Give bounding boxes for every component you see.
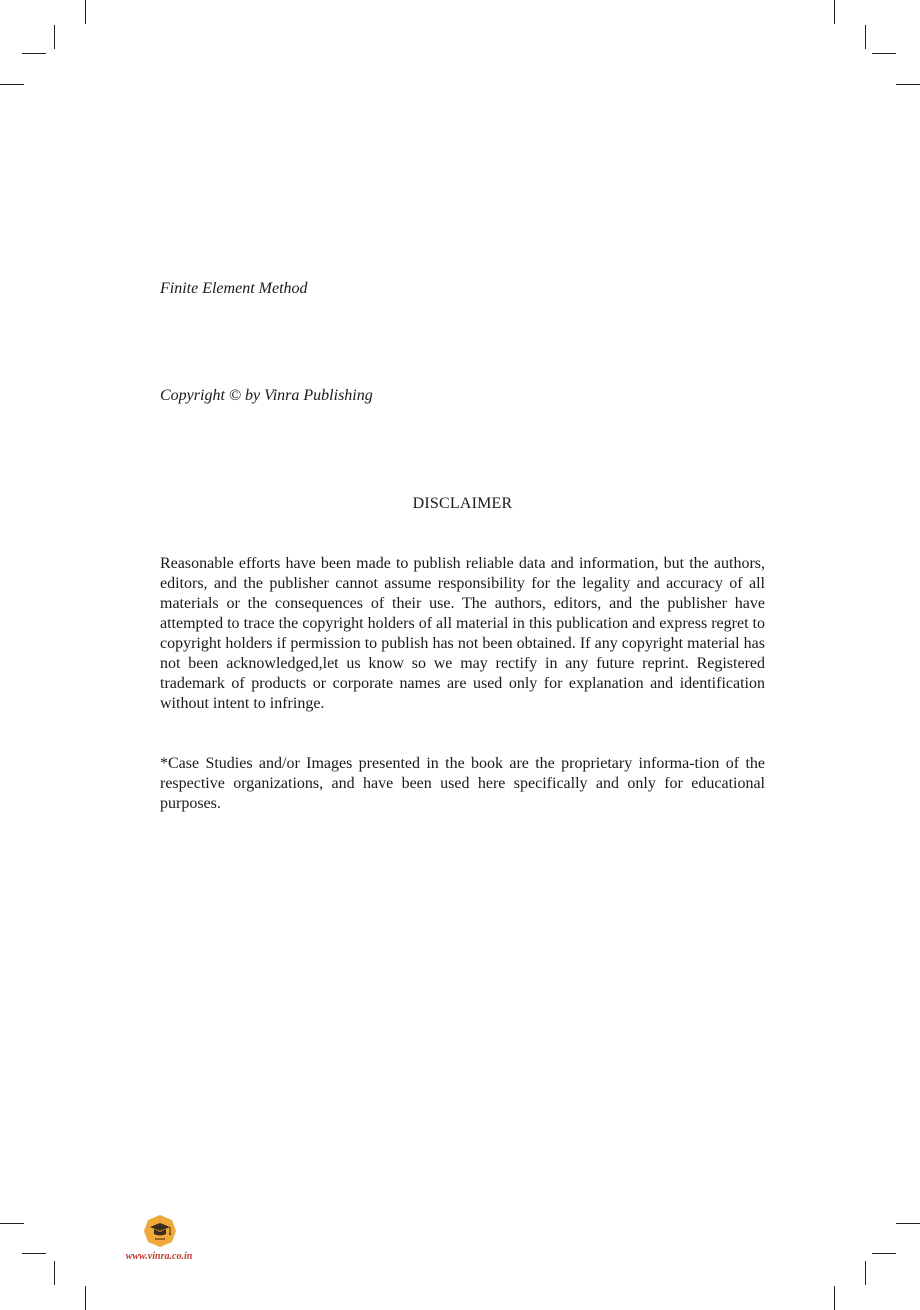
graduation-cap-icon xyxy=(143,1214,177,1248)
publisher-url: www.vinra.co.in xyxy=(125,1251,193,1262)
crop-mark-bottom-right-vertical-inner xyxy=(865,1261,866,1285)
disclaimer-paragraph: Reasonable efforts have been made to publish reliable data and information, but the authors, editors, and the publisher cannot assume responsibility for the legality and accuracy of all materials or the consequences of their use. The authors, editors, and the publisher have attempted to trace the copyright holders of all material in this publication and express regret to copyright holders if permission to publish has not been obtained. If any copyright material has not been acknowledged,let us know so we may rectify in any future reprint. Registered trademark of products or corporate names are used only for explanation and identification without intent to infringe. xyxy=(160,555,765,712)
crop-mark-top-right-vertical-outer xyxy=(834,0,835,24)
crop-mark-top-left-vertical-inner xyxy=(54,25,55,49)
crop-mark-bottom-right-horizontal-inner xyxy=(872,1253,896,1254)
crop-mark-bottom-right-vertical-outer xyxy=(834,1286,835,1310)
publisher-logo xyxy=(143,1214,177,1248)
crop-mark-bottom-left-vertical-outer xyxy=(85,1286,86,1310)
crop-mark-top-right-vertical-inner xyxy=(865,25,866,49)
crop-mark-top-left-vertical-outer xyxy=(85,0,86,24)
crop-mark-bottom-left-horizontal-outer xyxy=(0,1223,24,1224)
disclaimer-heading: DISCLAIMER xyxy=(412,495,513,512)
crop-mark-bottom-right-horizontal-outer xyxy=(896,1223,920,1224)
copyright-notice: Copyright © by Vinra Publishing xyxy=(160,387,373,404)
crop-mark-bottom-left-horizontal-inner xyxy=(22,1253,46,1254)
crop-mark-top-right-horizontal-inner xyxy=(872,53,896,54)
crop-mark-top-left-horizontal-outer xyxy=(0,84,24,85)
case-studies-note: *Case Studies and/or Images presented in the book are the proprietary informa-tion of the respective organizations, and have been used here specifically and only for educational purposes. xyxy=(160,755,765,812)
crop-mark-bottom-left-vertical-inner xyxy=(54,1261,55,1285)
crop-mark-top-right-horizontal-outer xyxy=(896,84,920,85)
crop-mark-top-left-horizontal-inner xyxy=(22,53,46,54)
book-title: Finite Element Method xyxy=(160,280,308,297)
